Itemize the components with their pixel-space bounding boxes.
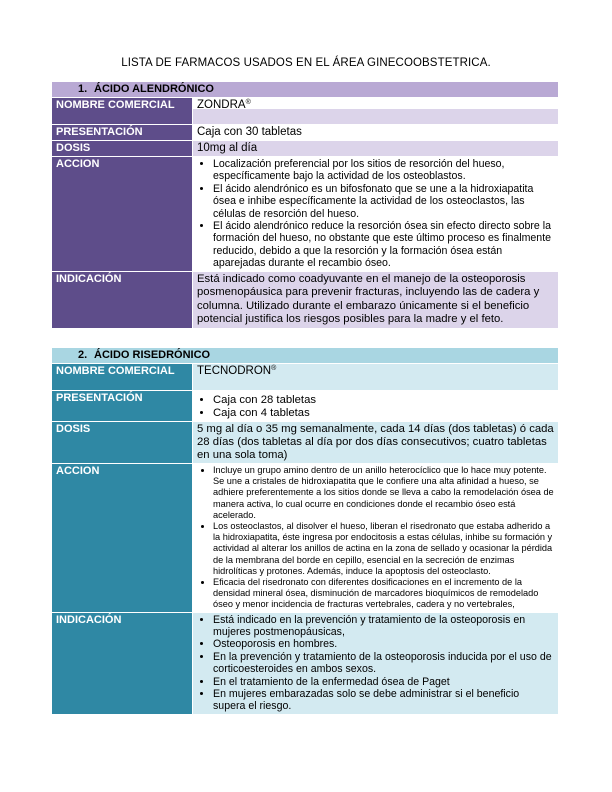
list-item: • Los osteoclastos, al disolver el hueso, liberan el risedronato que estaba adherido a la hidroxiapatita, éste ingresa por endocitosis a estas células, inhibe su formación y actividad al alterar los anillos de actina en la zona de sellado y ocasionar la pérdida de la membrana del borde en cepillo, esencial en la secreción de enzimas hidrolíticas y protones. Además, induce la apoptosis del osteoclasto. bbox=[213, 521, 554, 577]
list-item: • En el tratamiento de la enfermedad ósea de Paget bbox=[213, 676, 554, 688]
row-presentacion bbox=[52, 125, 558, 141]
label-dosis: DOSIS bbox=[52, 422, 193, 463]
list-item: • En la prevención y tratamiento de la osteoporosis inducida por el uso de corticoesteroides en ambos sexos. bbox=[213, 651, 554, 676]
list-item: • Está indicado en la prevención y tratamiento de la osteoporosis en mujeres postmenopáusicas, bbox=[213, 614, 554, 639]
row-indicacion bbox=[52, 613, 558, 715]
row-indicacion bbox=[52, 272, 558, 329]
value-presentacion: Caja con 30 tabletas bbox=[193, 125, 558, 140]
value-nombre-comercial bbox=[193, 364, 558, 390]
value-dosis: 5 mg al día o 35 mg semanalmente, cada 14 días (dos tabletas) ó cada 28 días (dos tabletas al día por dos días consecutivos; cuatro tabletas en una sola toma) bbox=[193, 422, 558, 463]
value-indicacion bbox=[193, 613, 558, 714]
label-nombre-comercial: NOMBRE COMERCIAL bbox=[52, 98, 193, 124]
label-accion: ACCION bbox=[52, 464, 193, 612]
commercial-name: TECNODRON bbox=[197, 365, 272, 377]
list-item: • Caja con 28 tabletas bbox=[213, 394, 554, 407]
value-presentacion bbox=[193, 391, 558, 421]
row-accion bbox=[52, 464, 558, 613]
row-dosis bbox=[52, 141, 558, 157]
label-accion: ACCION bbox=[52, 157, 193, 271]
row-accion bbox=[52, 157, 558, 272]
label-nombre-comercial: NOMBRE COMERCIAL bbox=[52, 364, 193, 390]
row-dosis bbox=[52, 422, 558, 464]
label-indicacion: INDICACIÓN bbox=[52, 272, 193, 328]
drug-name: ÁCIDO RISEDRÓNICO bbox=[94, 349, 211, 361]
list-item: • En mujeres embarazadas solo se debe administrar si el beneficio supera el riesgo. bbox=[213, 688, 554, 713]
row-nombre-comercial bbox=[52, 364, 558, 391]
list-item: • Localización preferencial por los sitios de resorción del hueso, específicamente bajo la actividad de los osteoblastos. bbox=[213, 158, 554, 183]
drug-number: 1. bbox=[78, 83, 88, 95]
drug-table-risedronico bbox=[52, 348, 558, 715]
value-dosis: 10mg al día bbox=[193, 141, 558, 156]
drug-name: ÁCIDO ALENDRÓNICO bbox=[94, 83, 214, 95]
drug-table-alendronico bbox=[52, 82, 558, 329]
row-nombre-comercial bbox=[52, 98, 558, 125]
value-accion bbox=[193, 464, 558, 612]
registered-mark: ® bbox=[245, 99, 251, 106]
label-presentacion: PRESENTACIÓN bbox=[52, 125, 193, 140]
value-accion bbox=[193, 157, 558, 271]
commercial-name: ZONDRA bbox=[197, 99, 246, 111]
drug-header bbox=[52, 348, 558, 364]
list-item: • Incluye un grupo amino dentro de un anillo heterocíclico que lo hace muy potente. Se une a cristales de hidroxiapatita que le confiere una alta afinidad a hueso, se adhiere preferentemente a los sitios donde se lleva a cabo la remodelación ósea de manera activa, lo cual ocurre en condiciones donde el recambio óseo está acelerado. bbox=[213, 465, 554, 521]
list-item: • Osteoporosis en hombres. bbox=[213, 638, 554, 650]
list-item: • Eficacia del risedronato con diferentes dosificaciones en el incremento de la densidad mineral ósea, disminución de marcadores bioquímicos de remodelado óseo y menor incidencia de fracturas vertebrales, cadera y no vertebrales, bbox=[213, 577, 554, 611]
drug-header bbox=[52, 82, 558, 98]
registered-mark: ® bbox=[271, 365, 277, 372]
value-indicacion: Está indicado como coadyuvante en el manejo de la osteoporosis posmenopáusica para prevenir fracturas, incluyendo las de cadera y columna. Utilizado durante el embarazo únicamente si el beneficio potencial justifica los riesgos posibles para la madre y el feto. bbox=[193, 272, 558, 328]
list-item: • Caja con 4 tabletas bbox=[213, 407, 554, 420]
row-presentacion bbox=[52, 391, 558, 422]
page-title: LISTA DE FARMACOS USADOS EN EL ÁREA GINECOOBSTETRICA. bbox=[121, 57, 491, 69]
drug-number: 2. bbox=[78, 349, 88, 361]
label-dosis: DOSIS bbox=[52, 141, 193, 156]
label-indicacion: INDICACIÓN bbox=[52, 613, 193, 714]
list-item: • El ácido alendrónico es un bifosfonato que se une a la hidroxiapatita ósea e inhibe específicamente la actividad de los osteoclastos, las células de resorción del hueso. bbox=[213, 183, 554, 220]
label-presentacion: PRESENTACIÓN bbox=[52, 391, 193, 421]
value-nombre-comercial bbox=[193, 98, 558, 124]
list-item: • El ácido alendrónico reduce la resorción ósea sin efecto directo sobre la formación del hueso, no obstante que este último proceso es finalmente reducido, debido a que la resorción y la formación ósea están aparejadas durante el recambio óseo. bbox=[213, 220, 554, 270]
